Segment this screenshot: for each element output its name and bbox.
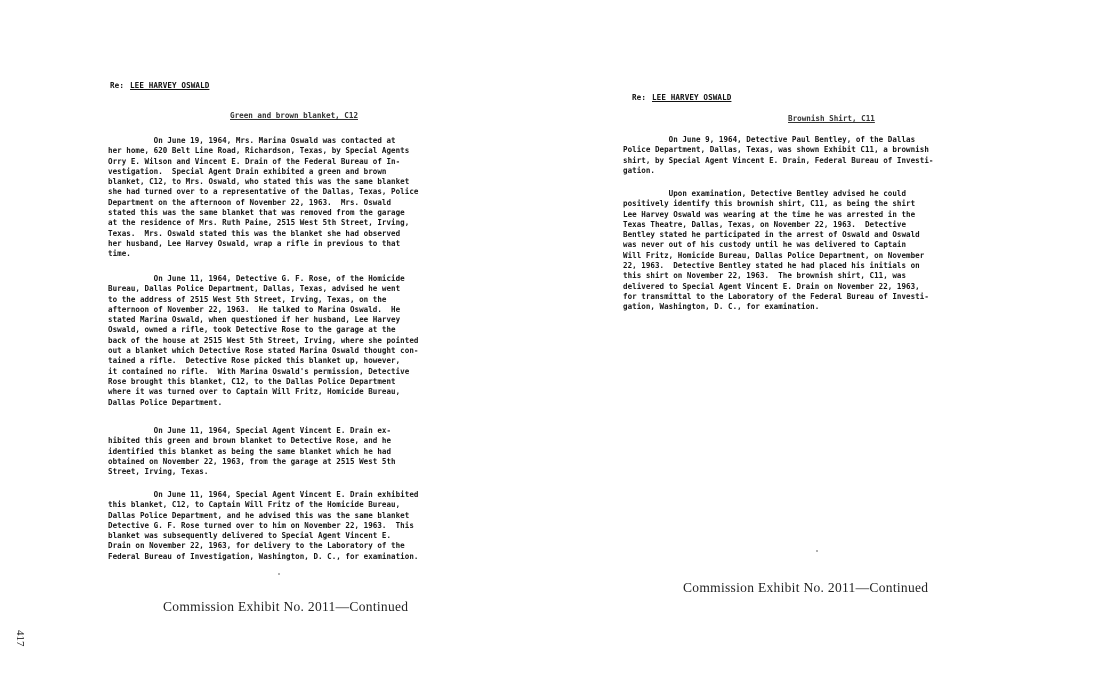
text-line: Rose brought this blanket, C12, to the Dallas Police Department [108,376,396,386]
scan-speck [278,573,280,575]
text-line: On June 19, 1964, Mrs. Marina Oswald was contacted at [108,136,396,145]
text-line: her home, 620 Belt Line Road, Richardson, Texas, by Special Agents [108,146,410,156]
text-line: Federal Bureau of Investigation, Washington, D. C., for examination. [108,551,419,561]
text-line: blanket, C12, to Mrs. Oswald, who stated this was the same blanket [108,177,410,187]
text-line: Street, Irving, Texas. [108,467,209,477]
text-line: Bentley stated he participated in the arrest of Oswald and Oswald [623,230,920,240]
scan-speck [816,550,818,552]
text-line: this blanket, C12, to Captain Will Fritz of the Homicide Bureau, [108,500,401,510]
re-line-left [110,81,209,90]
text-line: Oswald, owned a rifle, took Detective Rose to the garage at the [108,325,396,335]
text-line: stated Marina Oswald, when questioned if her husband, Lee Harvey [108,315,401,325]
text-line: Upon examination, Detective Bentley advised he could [623,189,907,198]
text-line: Orry E. Wilson and Vincent E. Drain of the Federal Bureau of In- [108,156,401,166]
paragraph-2-right [623,189,929,313]
text-line: afternoon of November 22, 1963. He talked to Marina Oswald. He [108,304,401,314]
text-line: she had turned over to a representative of the Dallas, Texas, Police [108,187,419,197]
section-title-left: Green and brown blanket, C12 [230,111,359,120]
text-line: was never out of his custody until he was delivered to Captain [623,240,907,250]
text-line: at the residence of Mrs. Ruth Paine, 2515 West 5th Street, Irving, [108,218,410,228]
text-line: to the address of 2515 West 5th Street, Irving, Texas, on the [108,294,387,304]
text-line: shirt, by Special Agent Vincent E. Drain, Federal Bureau of Investi- [623,155,934,165]
text-line: Bureau, Dallas Police Department, Dallas, Texas, advised he went [108,284,401,294]
text-line: for transmittal to the Laboratory of the Federal Bureau of Investi- [623,291,929,301]
right-page [548,0,1094,691]
section-title-right: Brownish Shirt, C11 [788,114,875,123]
text-line: delivered to Special Agent Vincent E. Drain on November 22, 1963, [623,281,920,291]
re-label: Re: [632,93,647,102]
re-subject: LEE HARVEY OSWALD [130,81,210,90]
text-line: out a blanket which Detective Rose stated Marina Oswald thought con- [108,346,419,356]
text-line: gation. [623,165,655,175]
paragraph-3-left [108,426,396,477]
text-line: Lee Harvey Oswald was wearing at the time he was arrested in the [623,209,916,219]
text-line: hibited this green and brown blanket to Detective Rose, and he [108,436,392,446]
text-line: it contained no rifle. With Marina Oswald's permission, Detective [108,366,410,376]
text-line: gation, Washington, D. C., for examination. [623,302,820,312]
text-line: back of the house at 2515 West 5th Street, Irving, where she pointed [108,335,419,345]
text-line: obtained on November 22, 1963, from the garage at 2515 West 5th [108,456,396,466]
paragraph-2-left [108,274,418,408]
text-line: tained a rifle. Detective Rose picked this blanket up, however, [108,356,401,366]
text-line: stated this was the same blanket that was removed from the garage [108,208,405,218]
exhibit-caption-left: Commission Exhibit No. 2011—Continued [163,599,409,614]
text-line: identified this blanket as being the same blanket which he had [108,446,392,456]
paragraph-1-left [108,136,418,260]
text-line: On June 9, 1964, Detective Paul Bentley, of the Dallas [623,135,916,144]
text-line: time. [108,249,131,259]
text-line: 22, 1963. Detective Bentley stated he had placed his initials on [623,261,920,271]
text-line: Detective G. F. Rose turned over to him on November 22, 1963. This [108,520,414,530]
text-line: Will Fritz, Homicide Bureau, Dallas Police Department, on November [623,250,925,260]
text-line: Police Department, Dallas, Texas, was shown Exhibit C11, a brownish [623,145,929,155]
re-line-right [632,93,731,102]
text-line: Department on the afternoon of November 22, 1963. Mrs. Oswald [108,197,392,207]
paragraph-4-left [108,490,418,562]
text-line: Texas. Mrs. Oswald stated this was the blanket she had observed [108,228,401,238]
text-line: where it was turned over to Captain Will Fritz, Homicide Bureau, [108,387,401,397]
page-number: 417 [14,630,26,647]
text-line: this shirt on November 22, 1963. The brownish shirt, C11, was [623,271,907,281]
text-line: her husband, Lee Harvey Oswald, wrap a rifle in previous to that [108,238,401,248]
text-line: On June 11, 1964, Detective G. F. Rose, of the Homicide [108,274,405,283]
text-line: blanket was subsequently delivered to Special Agent Vincent E. [108,531,392,541]
text-line: On June 11, 1964, Special Agent Vincent E. Drain ex- [108,426,392,435]
paragraph-1-right [623,135,933,176]
exhibit-caption-right: Commission Exhibit No. 2011—Continued [683,580,929,595]
text-line: vestigation. Special Agent Drain exhibited a green and brown [108,166,387,176]
text-line: On June 11, 1964, Special Agent Vincent E. Drain exhibited [108,490,419,499]
text-line: positively identify this brownish shirt, C11, as being the shirt [623,199,916,209]
text-line: Drain on November 22, 1963, for delivery to the Laboratory of the [108,541,405,551]
text-line: Dallas Police Department. [108,397,223,407]
re-subject: LEE HARVEY OSWALD [652,93,732,102]
re-label: Re: [110,81,125,90]
text-line: Dallas Police Department, and he advised this was the same blanket [108,510,410,520]
text-line: Texas Theatre, Dallas, Texas, on November 22, 1963. Detective [623,219,907,229]
